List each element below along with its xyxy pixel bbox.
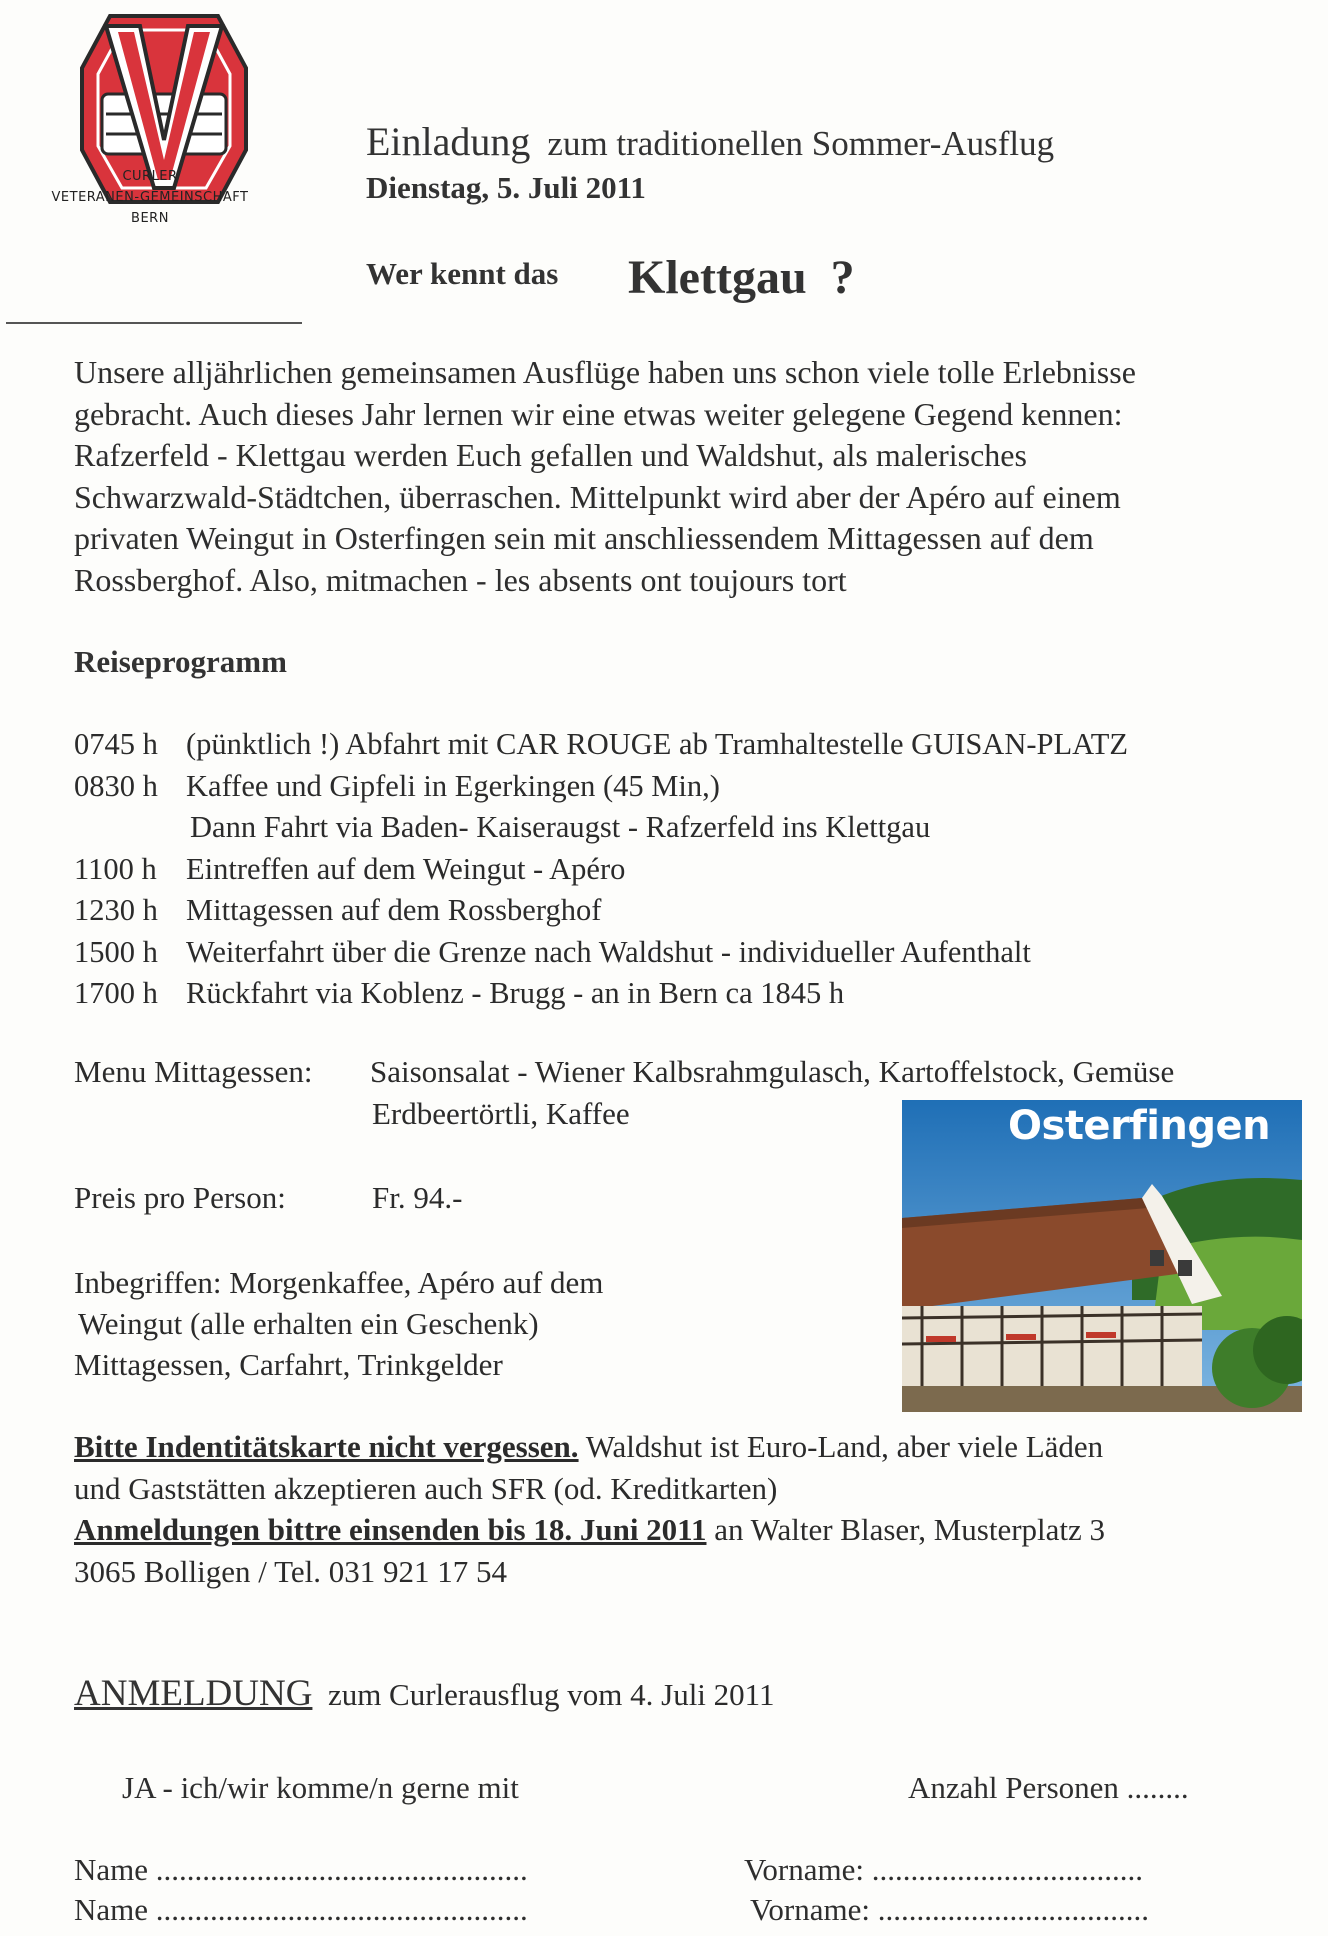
intro-line: Unsere alljährlichen gemeinsamen Ausflüge haben uns schon viele tolle Erlebnisse [74, 354, 1136, 390]
price-label: Preis pro Person: [74, 1180, 286, 1215]
intro-line: privaten Weingut in Osterfingen sein mit anschliessendem Mittagessen auf dem [74, 520, 1094, 556]
note-line: 3065 Bolligen / Tel. 031 921 17 54 [74, 1553, 507, 1589]
program-row: 1500 h Weiterfahrt über die Grenze nach Waldshut - individueller Aufenthalt [74, 934, 1031, 969]
osterfingen-photo [902, 1100, 1302, 1412]
logo-text [30, 166, 270, 229]
photo-title: Osterfingen [1008, 1103, 1271, 1149]
name-field-1[interactable]: Name ................................................ [74, 1852, 528, 1887]
intro-line: gebracht. Auch dieses Jahr lernen wir eine etwas weiter gelegene Gegend kennen: [74, 395, 1123, 432]
registration-heading: ANMELDUNG zum Curlerausflug vom 4. Juli 2011 [74, 1673, 775, 1714]
menu-label: Menu Mittagessen: [74, 1054, 313, 1089]
logo-line-3: BERN [131, 211, 169, 226]
note-line: Bitte Indentitätskarte nicht vergessen. Waldshut ist Euro-Land, aber viele Läden [74, 1429, 1104, 1464]
program-heading: Reiseprogramm [74, 644, 287, 679]
name-field-2[interactable]: Name ................................................ [74, 1892, 528, 1927]
intro-line: Rafzerfeld - Klettgau werden Euch gefallen und Waldshut, als malerisches [74, 437, 1027, 473]
program-row: 0830 h Kaffee und Gipfeli in Egerkingen (45 Min,) [74, 768, 720, 803]
headline-question: Wer kennt das [366, 256, 559, 291]
logo-line-1: CURLER [122, 169, 178, 184]
id-card-reminder: Bitte Indentitätskarte nicht vergessen. [74, 1429, 579, 1464]
event-date: Dienstag, 5. Juli 2011 [366, 170, 646, 205]
intro-line: Schwarzwald-Städtchen, überraschen. Mittelpunkt wird aber der Apéro auf einem [74, 478, 1121, 515]
logo-line-2: VETERANEN-GEMEINSCHAFT [51, 190, 249, 205]
included-line: Weingut (alle erhalten ein Geschenk) [78, 1306, 539, 1341]
program-row: 1230 h Mittagessen auf dem Rossberghof [74, 893, 602, 927]
program-row: 1700 h Rückfahrt via Koblenz - Brugg - an in Bern ca 1845 h [74, 976, 845, 1010]
headline-place: Klettgau ? [628, 251, 855, 304]
invitation-title: Einladung zum traditionellen Sommer-Ausflug [366, 119, 1055, 164]
notes-block [74, 1426, 1105, 1592]
program-row: Dann Fahrt via Baden- Kaiseraugst - Rafzerfeld ins Klettgau [190, 810, 931, 844]
intro-line: Rossberghof. Also, mitmachen - les absents ont toujours tort [74, 561, 847, 598]
note-line: Anmeldungen bittre einsenden bis 18. Juni 2011 an Walter Blaser, Musterplatz 3 [74, 1512, 1106, 1547]
registration-deadline: Anmeldungen bittre einsenden bis 18. Juni 2011 [74, 1512, 707, 1547]
price-value: Fr. 94.- [372, 1180, 463, 1215]
intro-paragraph [74, 352, 1136, 601]
included-line: Mittagessen, Carfahrt, Trinkgelder [74, 1347, 503, 1382]
attend-yes-line[interactable]: JA - ich/wir komme/n gerne mit [122, 1770, 519, 1805]
divider [6, 322, 302, 324]
first-name-field-2[interactable]: Vorname: ................................... [750, 1892, 1149, 1927]
program-row: 1100 h Eintreffen auf dem Weingut - Apéro [74, 851, 626, 886]
first-name-field-1[interactable]: Vorname: ................................... [744, 1852, 1143, 1887]
menu-line-1: Saisonsalat - Wiener Kalbsrahmgulasch, Kartoffelstock, Gemüse [370, 1054, 1175, 1089]
program-row: 0745 h (pünktlich !) Abfahrt mit CAR ROUGE ab Tramhaltestelle GUISAN-PLATZ [74, 727, 1129, 761]
person-count-field[interactable]: Anzahl Personen ........ [908, 1770, 1189, 1805]
program-list [74, 724, 1314, 1015]
note-line: und Gaststätten akzeptieren auch SFR (od. Kreditkarten) [74, 1470, 778, 1506]
menu-line-2: Erdbeertörtli, Kaffee [372, 1096, 630, 1131]
included-block [74, 1262, 603, 1385]
included-line: Inbegriffen: Morgenkaffee, Apéro auf dem [74, 1265, 604, 1300]
